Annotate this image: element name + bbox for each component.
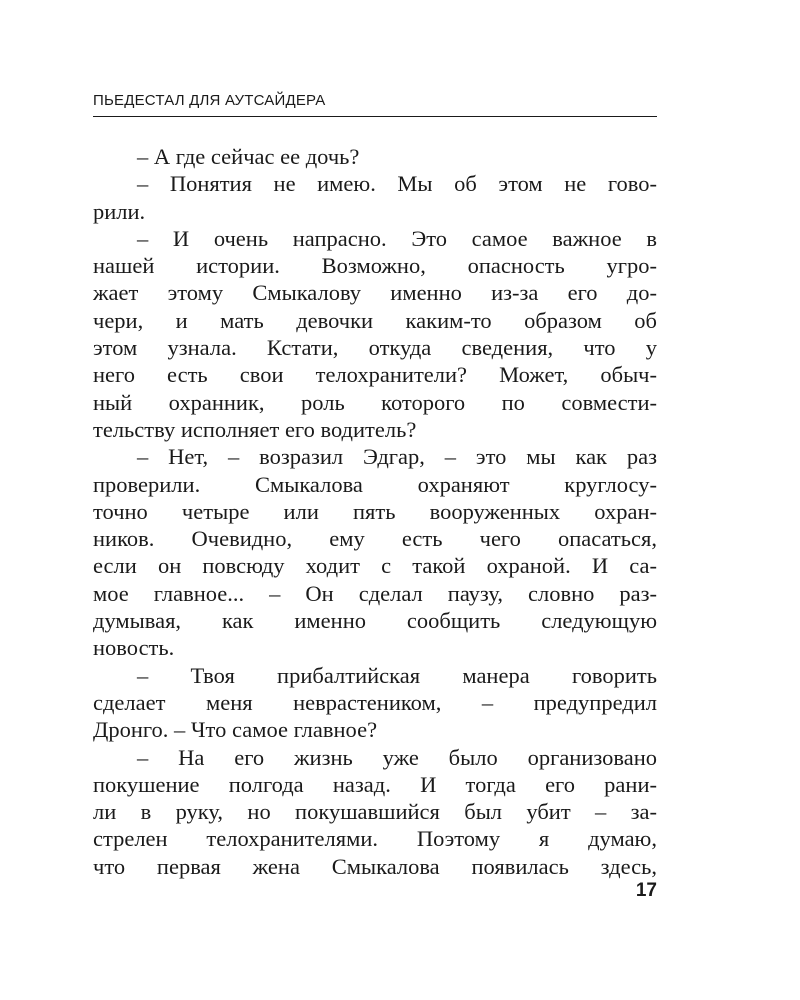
text-line: что первая жена Смыкалова появилась здесь, [93, 853, 657, 879]
text-line: – Твоя прибалтийская манера говорить [137, 662, 657, 688]
header-rule [93, 116, 657, 117]
text-line: него есть свои телохранители? Может, обыч- [93, 362, 657, 388]
text-line: – Понятия не имею. Мы об этом не гово- [137, 171, 657, 197]
text-line: этом узнала. Кстати, откуда сведения, что у [93, 335, 657, 361]
text-line: сделает меня неврастеником, – предупредил [93, 689, 657, 715]
text-line: – Нет, – возразил Эдгар, – это мы как раз [137, 444, 657, 470]
text-line: покушение полгода назад. И тогда его рани- [93, 771, 657, 797]
text-line: – А где сейчас ее дочь? [137, 144, 360, 169]
text-line: стрелен телохранителями. Поэтому я думаю, [93, 826, 657, 852]
text-line: точно четыре или пять вооруженных охран- [93, 498, 657, 524]
text-line: – На его жизнь уже было организовано [137, 744, 657, 770]
text-line: если он повсюду ходит с такой охраной. И са- [93, 553, 657, 579]
text-line: Дронго. – Что самое главное? [93, 717, 378, 743]
text-line: чери, и мать девочки каким-то образом об [93, 307, 657, 333]
text-line: – И очень напрасно. Это самое важное в [137, 225, 657, 251]
text-line: тельству исполняет его водитель? [93, 416, 417, 442]
text-line: проверили. Смыкалова охраняют круглосу- [93, 471, 657, 497]
text-line: ный охранник, роль которого по совмести- [93, 389, 657, 415]
text-line: жает этому Смыкалову именно из-за его до- [93, 280, 657, 306]
running-title: ПЬЕДЕСТАЛ ДЛЯ АУТСАЙДЕРА [93, 92, 326, 109]
text-line: нашей истории. Возможно, опасность угро- [93, 253, 657, 279]
text-line: ников. Очевидно, ему есть чего опасаться, [93, 526, 657, 552]
text-line: новость. [93, 635, 175, 661]
body-text [93, 143, 657, 880]
text-line: думывая, как именно сообщить следующую [93, 608, 657, 634]
page-number: 17 [635, 880, 657, 901]
text-line: мое главное... – Он сделал паузу, словно раз- [93, 580, 657, 606]
text-line: рили. [93, 198, 146, 224]
text-line: ли в руку, но покушавшийся был убит – за- [93, 799, 657, 825]
